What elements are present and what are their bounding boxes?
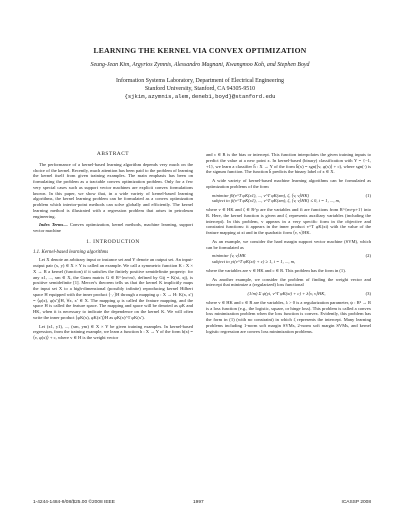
right-paragraph-1: and c ∈ R is the bias or intercept. This function interpolates the given training inputs to predict the value at a new point x. In kernel-based (binary) classification with Y = {−1, +1}, we learn a classifier ĥ : X → Y of the form ĥ(x) = sgn(⟨v, φ(x)⟩ + c), where sgn(·) is the signum function. The function ĥ predicts the binary label of x ∈ X. (206, 152, 371, 175)
page-number: 1997 (193, 500, 204, 505)
intro-paragraph-2: Let (x1, y1), ..., (xm, ym) ∈ X × Y be given training examples. In kernel-based regression, from the training example, we learn a function h : X → Y of the form h(x) = ⟨v, φ(x)⟩ + c, where v ∈ H is the weight vector (33, 323, 193, 340)
abstract-heading: ABSTRACT (96, 151, 130, 157)
right-paragraph-6: As another example, we consider the problem of finding the weight vector and intercept that minimize a (regularized) loss functional (206, 276, 371, 288)
right-paragraph-4: As an example, we consider the hard margin support vector machine (SVM), which can be formulated as (206, 238, 371, 250)
subsection-1-1-heading: 1.1. Kernel-based learning algorithms (33, 249, 109, 255)
equation-3-number: (3) (365, 291, 371, 297)
index-terms-text: Convex optimization, kernel methods, machine learning, support vector machine (33, 222, 193, 233)
right-paragraph-5: where the variables are v ∈ HK and c ∈ R. This problem has the form in (1). (206, 267, 346, 273)
right-paragraph-7: where v ∈ HK and c ∈ R are the variables, λ > 0 is a regularization parameter, ψ : R² → R is a loss function (e.g., the logistic, square, or hinge loss). This problem is called a convex loss minimization problem when the loss function is convex. Evidently, this problem has the form in (1) (with no constraint) in which ζ represents the intercept. Many learning problems including 1-norm soft margin SVMs, 2-norm soft margin SVMs, and kernel logistic regression are convex loss minimization problems. (206, 299, 371, 334)
right-paragraph-3: where v ∈ HK and ζ ∈ R^p are the variables and fi are functions from R^{m+p+1} into R. Here, the kernel function is given and ζ represents auxiliary variables (including the intercept). In this problem, v appears in a very specific form in the objective and constraint functions: it appears in the inner product v^T φK(xi) with the value of the feature mapping at xi and in the quadratic form ⟨v, v⟩HK. (206, 207, 371, 236)
equation-1-objective: minimize f0(v^T φK(x1), ..., v^T φK(xm), ζ, ⟨v, v⟩HK) (212, 192, 310, 198)
paper-title: LEARNING THE KERNEL VIA CONVEX OPTIMIZATION (93, 46, 307, 55)
affiliation-line-1: Information Systems Laboratory, Department of Electrical Engineering (116, 78, 284, 84)
index-terms-label: Index Terms— (39, 222, 68, 228)
section-1-heading: 1. INTRODUCTION (86, 238, 140, 245)
intro-paragraph-1: Let X denote an arbitrary input or instance set and Y denote an output set. An input-output pair (x, y) ∈ X × Y is called an example. We call a symmetric function K : X × X → R a kernel (function) if it satisfies the finitely positive semidefinite property: for any x1, ..., xm ∈ X, the Gram matrix G ∈ R^{m×m}, defined by Gij = K(xi, xj), is positive semidefinite [1]. Mercer's theorem tells us that the kernel K implicitly maps the input set X to a high-dimensional (possibly infinite) reproducing kernel Hilbert space H equipped with the inner product ⟨·,·⟩H through a mapping φ : X → H: K(x, x′) = ⟨φ(x), φ(x′)⟩H, ∀x, x′ ∈ X. The mapping φ is called the feature mapping, and the space H is called the feature space. The mapping and space will be denoted as φK and HK, when it is necessary to indicate the dependence on the kernel K. We will often write the inner product ⟨φK(x), φK(x′)⟩H as φK(x)^T φK(x′). (33, 257, 193, 320)
affiliation (0, 78, 400, 101)
equation-2-number: (2) (365, 253, 371, 259)
equation-2 (206, 253, 371, 265)
author-list: Seung-Jean Kim, Argyrios Zymnis, Alessandro Magnani, Kwangmoo Koh, and Stephen Boyd (90, 62, 310, 68)
equation-2-objective: minimize ⟨v, v⟩HK (212, 253, 246, 259)
affiliation-line-2: Stanford University, Stanford, CA 94305-9510 (144, 85, 256, 92)
equation-3 (206, 291, 371, 297)
equation-1 (206, 193, 371, 205)
author-emails: {sjkim,azymnis,alem,deneb1,boyd}@stanford.edu (124, 93, 276, 101)
right-column (206, 152, 371, 337)
conference-name: ICASSP 2008 (341, 500, 371, 505)
equation-3-body: (1/m) Σ ψ(yi, v^T φK(xi) + c) + λ⟨v, v⟩HK, (247, 291, 326, 297)
equation-1-number: (1) (365, 192, 371, 198)
left-column (33, 152, 193, 344)
equation-1-constraint: subject to fi(v^T φK(x1), ..., v^T φK(xm), ζ, ⟨v, v⟩HK) ≤ 0, i = 1, ..., m, (212, 198, 341, 204)
right-paragraph-2: A wide variety of kernel-based machine learning algorithms can be formulated as optimization problems of the form (206, 178, 371, 189)
index-terms (33, 222, 193, 234)
abstract-text: The performance of a kernel-based learning algorithm depends very much on the choice of the kernel. Recently, much attention has been paid to the problem of learning the kernel itself from given training examples. The main emphasis has been on formulating the problem as a tractable convex optimization problem. Only for a few very special cases such as support vector machines are explicit convex formulations known. In this paper, we show that, in a wide variety of kernel-based learning algorithms, the kernel learning problem can be formulated as a convex optimization problem which interior-point methods can solve globally and efficiently. The kernel learning method is illustrated with a regression problem that arises in petroleum engineering. (33, 161, 193, 219)
equation-2-constraint: subject to yi(v^T φK(xi) + c) ≥ 1, i = 1, ..., m, (212, 259, 296, 265)
footer-copyright: 1-4244-1484-9/08/$25.00 ©2008 IEEE (33, 500, 115, 505)
